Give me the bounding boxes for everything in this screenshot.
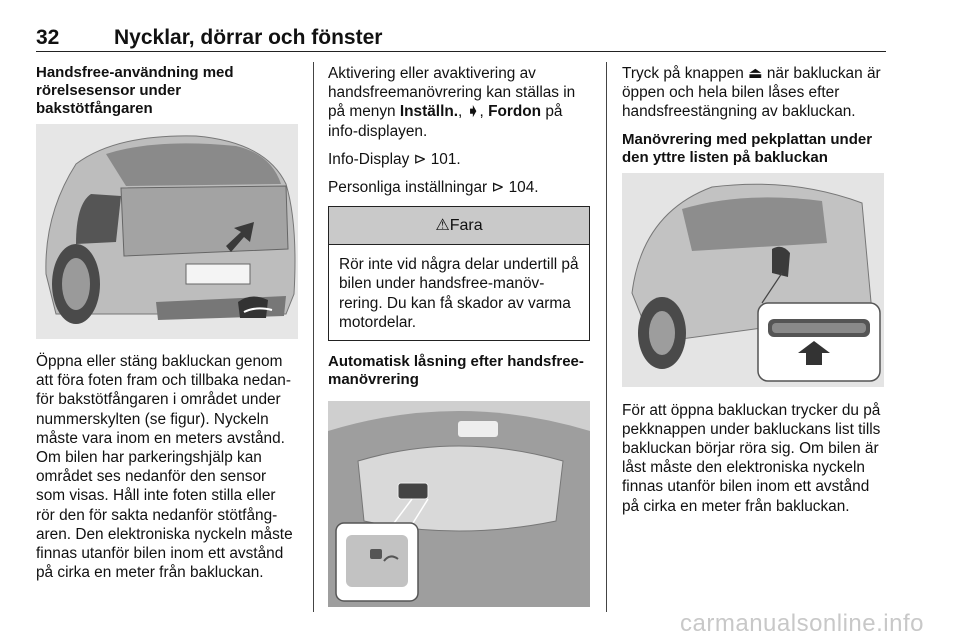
column-divider <box>313 62 314 612</box>
body-paragraph: Öppna eller stäng bakluckan genom att föra foten fram och tillbaka nedan-för bakstötfångaren i området under nummerskylten (se figur). Nyckeln måste vara inom en meters avstånd. Om bilen har parkeringshjälp kan området ses nedanför den sensor som visas. Håll inte foten stilla eller rör den för sakta nedanför stötfång-aren. Den elektroniska nyckeln måste finnas utanför bilen inom ett avstånd på cirka en meter från bakluckan. <box>36 353 293 582</box>
page-number: 32 <box>36 26 60 49</box>
menu-arrow-icon: ➧ <box>466 103 480 121</box>
section-heading: Manövrering med pekplattan under den yttre listen på bakluckan <box>622 130 873 166</box>
cross-reference: Personliga inställningar ⊳ 104. <box>328 179 539 197</box>
section-heading: Handsfree-användning med rörelsesensor under bakstötfångaren <box>36 64 234 117</box>
menu-path-settings: Inställn. <box>399 103 459 121</box>
column-2 <box>328 64 590 607</box>
warning-text: Rör inte vid några delar undertill på bilen under handsfree-manöv-rering. Du kan få skador av varma motordelar. <box>339 256 579 331</box>
menu-path-vehicle: Fordon <box>488 103 542 121</box>
warning-box <box>328 206 590 341</box>
figure-tailgate-touchpad <box>622 173 884 387</box>
body-paragraph: För att öppna bakluckan trycker du på pekknappen under bakluckans list tills bakluckan börjar röra sig. Om bilen är låst måste den elektroniska nyckeln finnas utanför bilen inom ett avstånd på cirka en meter från bakluckan. <box>622 401 881 515</box>
body-paragraph: Aktivering eller avaktivering av handsfreemanövrering kan ställas in på menyn Inställn., ➧, Fordon på info-displayen. <box>328 65 576 140</box>
page-title: Nycklar, dörrar och fönster <box>114 26 383 49</box>
watermark: carmanualsonline.info <box>680 610 924 637</box>
figure-car-rear-sensor <box>36 124 298 339</box>
body-paragraph: Tryck på knappen ⏏ när bakluckan är öppen och hela bilen låses efter handsfreestängning av bakluckan. <box>622 65 881 121</box>
column-divider <box>606 62 607 612</box>
column-3 <box>622 64 888 525</box>
column-1 <box>36 64 298 591</box>
cross-reference: Info-Display ⊳ 101. <box>328 150 461 168</box>
warning-title: ⚠Fara <box>329 207 589 245</box>
figure-tailgate-lock-button <box>328 401 590 607</box>
section-heading: Automatisk låsning efter handsfree-manövrering <box>328 353 584 389</box>
page-header <box>36 26 886 52</box>
